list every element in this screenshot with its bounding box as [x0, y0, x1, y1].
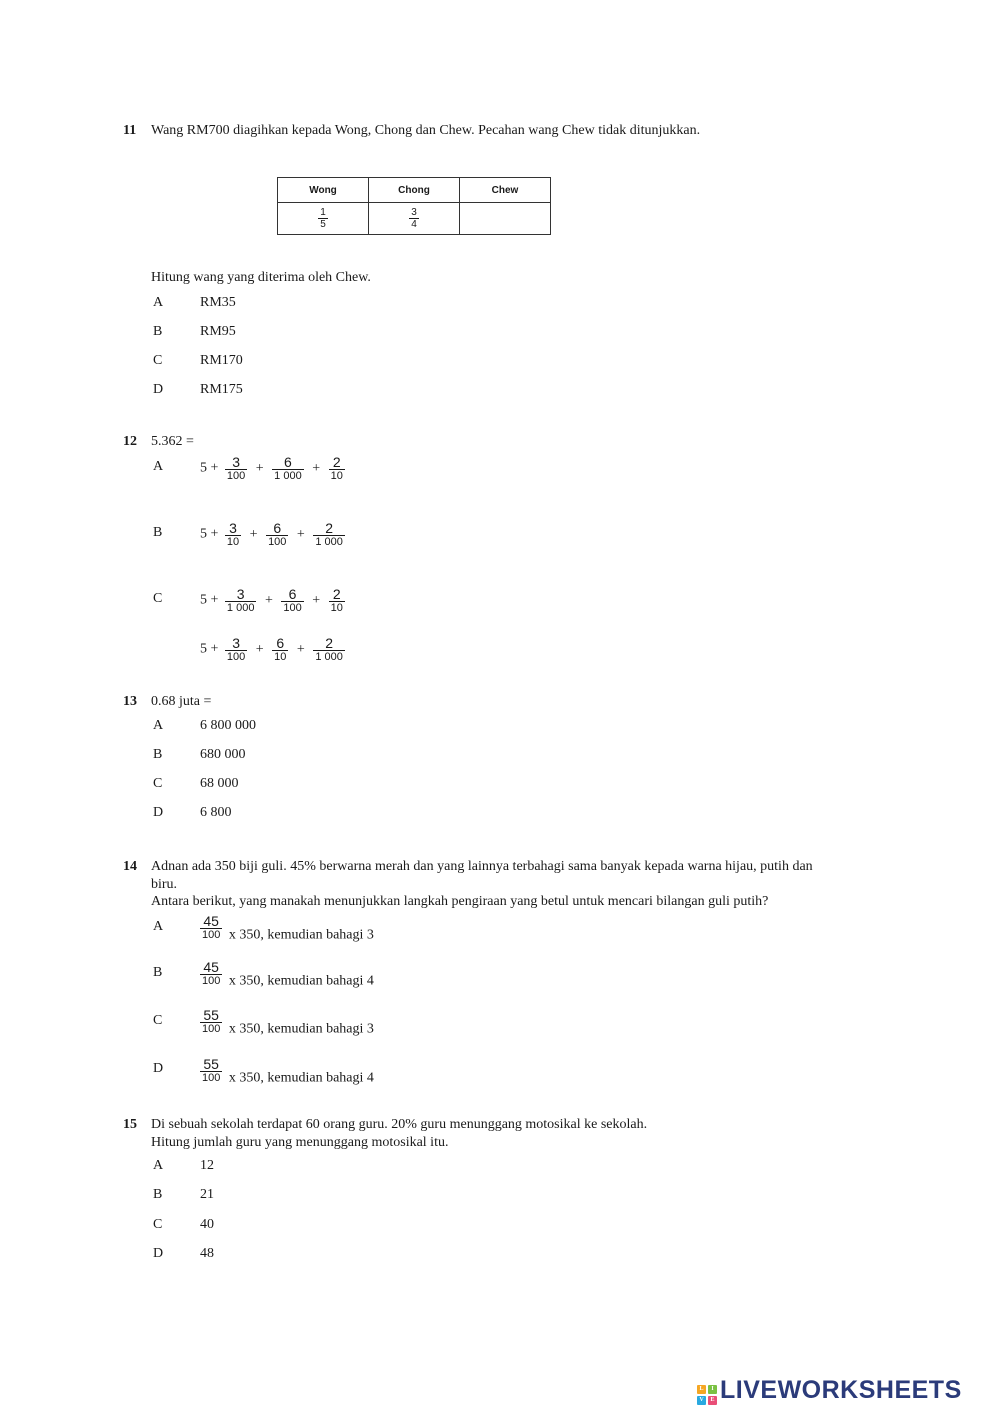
fraction: $\frac{55}{100}$ — [202, 1056, 221, 1084]
fraction: $\frac{2}{1 000}$ — [315, 520, 343, 548]
fraction: $\frac{45}{100}$ — [202, 959, 221, 987]
q11-header-wong: Wong — [278, 178, 369, 203]
option-expression — [200, 455, 348, 482]
q13-number: 13 — [123, 694, 137, 709]
whole-part: 5 + — [200, 526, 219, 542]
whole-part: 5 + — [200, 592, 219, 608]
plus-sign: + — [255, 460, 264, 476]
plus-sign: + — [255, 641, 264, 657]
option-letter: A — [153, 1158, 164, 1173]
option-letter: C — [153, 1217, 163, 1232]
option-text: x 350, kemudian bahagi 3 — [228, 1021, 374, 1037]
option-text: 12 — [200, 1158, 214, 1173]
plus-sign: + — [249, 526, 258, 542]
option-text: RM175 — [200, 382, 243, 397]
liveworksheets-logo[interactable] — [697, 1376, 962, 1405]
q14-text-line3: Antara berikut, yang manakah menunjukkan langkah pengiraan yang betul untuk mencari bilangan guli putih? — [151, 894, 769, 909]
plus-sign: + — [264, 592, 273, 608]
q15-text-line2: Hitung jumlah guru yang menunggang motosikal itu. — [151, 1135, 449, 1150]
option-letter: B — [153, 525, 163, 540]
logo-mark-icon: L I V E — [697, 1385, 717, 1405]
q11-number: 11 — [123, 123, 137, 138]
option-letter: A — [153, 459, 164, 474]
option-letter: D — [153, 1061, 164, 1076]
option-text: RM170 — [200, 353, 243, 368]
option-text: 680 000 — [200, 747, 246, 762]
fraction: $\frac{3}{100}$ — [226, 454, 246, 482]
plus-sign: + — [296, 526, 305, 542]
q11-header-chew: Chew — [460, 178, 551, 203]
q11-header-chong: Chong — [369, 178, 460, 203]
option-letter: A — [153, 718, 164, 733]
option-expression — [197, 1057, 374, 1087]
whole-part: 5 + — [200, 641, 219, 657]
option-letter: C — [153, 591, 163, 606]
option-letter: B — [153, 965, 163, 980]
option-text: RM35 — [200, 295, 236, 310]
option-expression — [197, 1008, 374, 1038]
option-expression — [200, 587, 348, 614]
option-text: x 350, kemudian bahagi 3 — [228, 927, 374, 943]
option-letter: C — [153, 353, 163, 368]
q11-prompt: Hitung wang yang diterima oleh Chew. — [151, 270, 371, 285]
fraction: $\frac{3}{100}$ — [226, 635, 246, 663]
q12-number: 12 — [123, 434, 137, 449]
q11-table — [277, 177, 551, 235]
option-letter: C — [153, 776, 163, 791]
option-letter: D — [153, 1246, 164, 1261]
option-text: 6 800 000 — [200, 718, 256, 733]
logo-text: LIVEWORKSHEETS — [720, 1376, 962, 1404]
fraction: $\frac{45}{100}$ — [202, 913, 221, 941]
fraction: $\frac{6}{100}$ — [268, 520, 287, 548]
option-text: 40 — [200, 1217, 214, 1232]
q11-cell-wong — [278, 203, 369, 235]
q14-text-line2: biru. — [151, 877, 178, 892]
option-letter: C — [153, 1013, 163, 1028]
fraction: $\frac{55}{100}$ — [202, 1007, 221, 1035]
option-letter: B — [153, 747, 163, 762]
plus-sign: + — [296, 641, 305, 657]
option-expression — [200, 521, 348, 548]
fraction: $\frac{6}{1 000}$ — [274, 454, 302, 482]
option-letter: D — [153, 382, 164, 397]
fraction: $\frac{1}{5}$ — [320, 206, 326, 230]
option-text: 21 — [200, 1187, 214, 1202]
whole-part: 5 + — [200, 460, 219, 476]
plus-sign: + — [312, 460, 321, 476]
q11-cell-chew — [460, 203, 551, 235]
fraction: $\frac{2}{10}$ — [330, 454, 343, 482]
option-letter: B — [153, 1187, 163, 1202]
q15-text-line1: Di sebuah sekolah terdapat 60 orang guru. 20% guru menunggang motosikal ke sekolah. — [151, 1117, 648, 1132]
option-text: x 350, kemudian bahagi 4 — [228, 973, 374, 989]
option-text: x 350, kemudian bahagi 4 — [228, 1070, 374, 1086]
fraction: $\frac{2}{1 000}$ — [315, 635, 343, 663]
option-letter: A — [153, 295, 164, 310]
fraction: $\frac{6}{100}$ — [283, 586, 302, 614]
q14-text-line1: Adnan ada 350 biji guli. 45% berwarna merah dan yang lainnya terbahagi sama banyak kepada warna hijau, putih dan — [151, 859, 813, 874]
plus-sign: + — [312, 592, 321, 608]
q11-cell-chong — [369, 203, 460, 235]
q15-number: 15 — [123, 1117, 137, 1132]
option-text: 6 800 — [200, 805, 232, 820]
q14-number: 14 — [123, 859, 137, 874]
option-letter: A — [153, 919, 164, 934]
q13-text: 0.68 juta = — [151, 694, 212, 709]
q12-text: 5.362 = — [151, 434, 194, 449]
option-letter: B — [153, 324, 163, 339]
fraction: $\frac{3}{1 000}$ — [226, 586, 255, 614]
option-text: RM95 — [200, 324, 236, 339]
option-expression — [197, 960, 374, 990]
option-text: 48 — [200, 1246, 214, 1261]
option-expression — [200, 636, 348, 663]
fraction: $\frac{3}{4}$ — [411, 206, 417, 230]
option-letter: D — [153, 805, 164, 820]
option-expression — [197, 914, 374, 944]
fraction: $\frac{3}{10}$ — [226, 520, 240, 548]
fraction: $\frac{2}{10}$ — [330, 586, 343, 614]
fraction: $\frac{6}{10}$ — [274, 635, 287, 663]
option-text: 68 000 — [200, 776, 239, 791]
q11-text: Wang RM700 diagihkan kepada Wong, Chong dan Chew. Pecahan wang Chew tidak ditunjukkan. — [151, 123, 701, 138]
